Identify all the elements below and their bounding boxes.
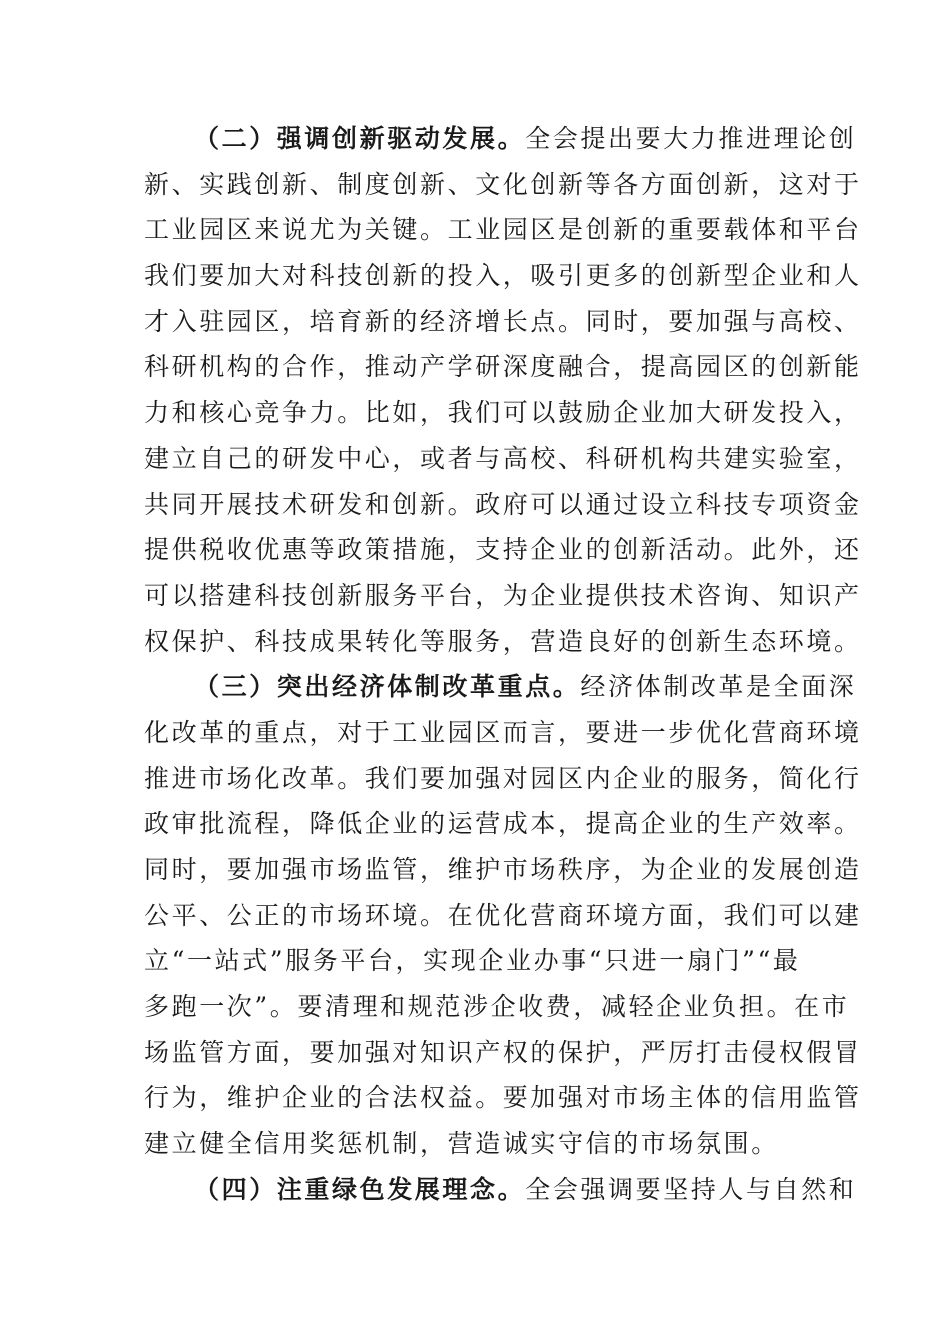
paragraph-text: 经济体制改革是全面深	[580, 672, 857, 702]
paragraph-line: 化改革的重点，对于工业园区而言，要进一步优化营商环境	[144, 717, 862, 747]
paragraph-line: 推进市场化改革。我们要加强对园区内企业的服务，简化行	[144, 763, 862, 793]
paragraph-line: 提供税收优惠等政策措施，支持企业的创新活动。此外，还	[144, 535, 862, 565]
paragraph-line: 行为，维护企业的合法权益。要加强对市场主体的信用监管	[144, 1083, 862, 1113]
paragraph-line: 多跑一次”。要清理和规范涉企收费，减轻企业负担。在市	[144, 992, 850, 1022]
paragraph-line: 科研机构的合作，推动产学研深度融合，提高园区的创新能	[144, 352, 862, 382]
section-heading: （二）强调创新驱动发展。	[194, 124, 526, 153]
section-heading: （三）突出经济体制改革重点。	[194, 672, 581, 702]
paragraph-line	[144, 116, 857, 162]
paragraph-line: 立“一站式”服务平台，实现企业办事“只进一扇门”“最	[144, 946, 801, 976]
paragraph-line	[144, 664, 857, 710]
paragraph-line: 可以搭建科技创新服务平台，为企业提供技术咨询、知识产	[144, 580, 862, 610]
paragraph-line: 权保护、科技成果转化等服务，营造良好的创新生态环境。	[144, 626, 862, 656]
paragraph-text: 全会强调要坚持人与自然和	[525, 1174, 857, 1204]
paragraph-line: 建立自己的研发中心，或者与高校、科研机构共建实验室，	[144, 443, 862, 473]
paragraph-line: 建立健全信用奖惩机制，营造诚实守信的市场氛围。	[144, 1129, 779, 1159]
paragraph-line: 新、实践创新、制度创新、文化创新等各方面创新，这对于	[144, 169, 862, 199]
document-body	[144, 116, 862, 1213]
paragraph-line: 共同开展技术研发和创新。政府可以通过设立科技专项资金	[144, 489, 862, 519]
paragraph-line: 政审批流程，降低企业的运营成本，提高企业的生产效率。	[144, 809, 862, 839]
paragraph-line	[144, 1167, 857, 1213]
paragraph-line: 才入驻园区，培育新的经济增长点。同时，要加强与高校、	[144, 306, 862, 336]
paragraph-line: 我们要加大对科技创新的投入，吸引更多的创新型企业和人	[144, 261, 862, 291]
paragraph-line: 同时，要加强市场监管，维护市场秩序，为企业的发展创造	[144, 855, 862, 884]
paragraph-line: 力和核心竞争力。比如，我们可以鼓励企业加大研发投入，	[144, 398, 862, 428]
paragraph-line: 场监管方面，要加强对知识产权的保护，严厉打击侵权假冒	[144, 1037, 862, 1067]
paragraph-line: 公平、公正的市场环境。在优化营商环境方面，我们可以建	[144, 900, 862, 930]
paragraph-text: 全会提出要大力推进理论创	[525, 124, 857, 153]
paragraph-line: 工业园区来说尤为关键。工业园区是创新的重要载体和平台	[144, 215, 862, 245]
section-heading: （四）注重绿色发展理念。	[194, 1174, 526, 1204]
